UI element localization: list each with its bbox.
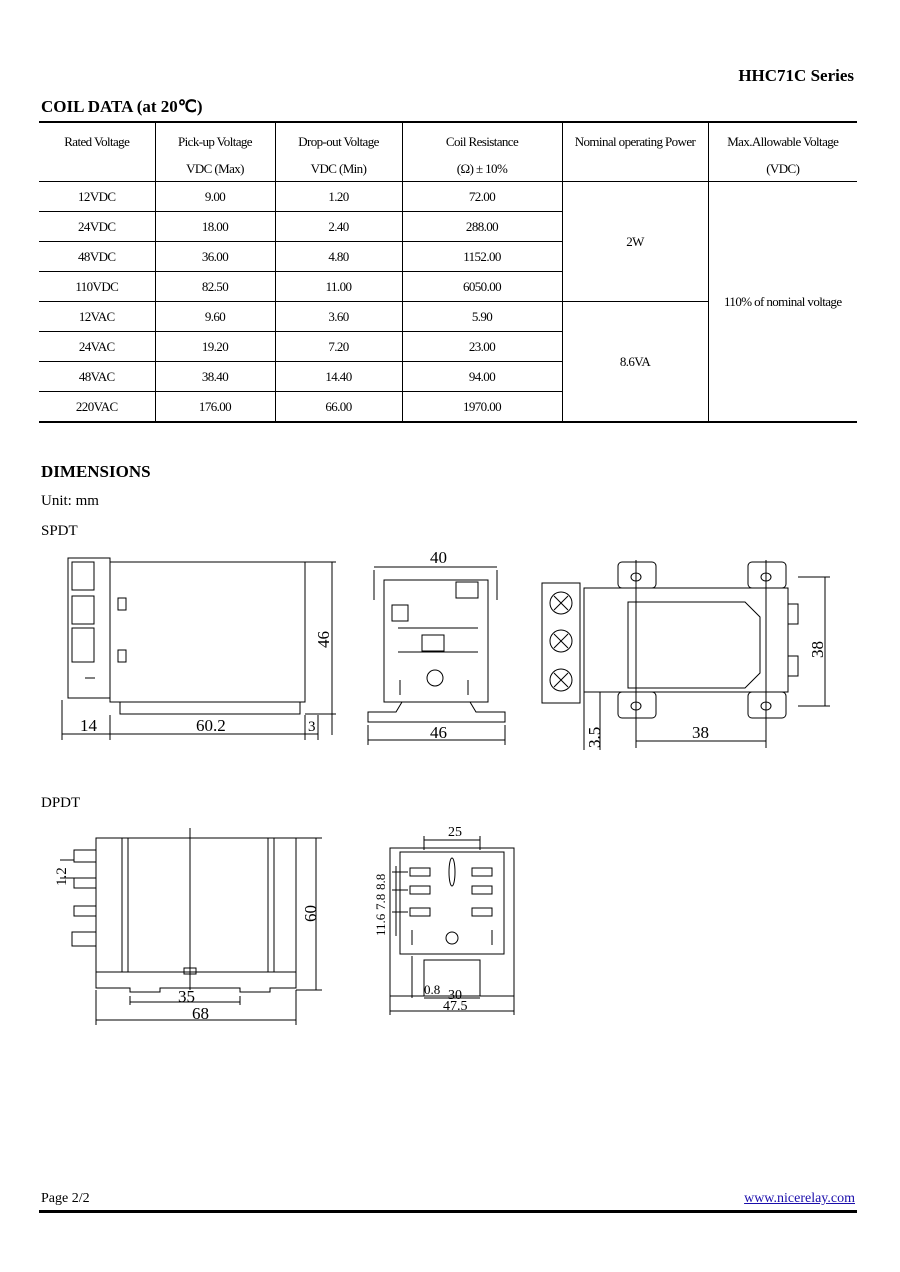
- dpdt-front-v2: 7.8: [373, 893, 388, 910]
- cell: 36.00: [155, 242, 275, 272]
- col-pickup-voltage-unit: VDC (Max): [155, 161, 275, 182]
- col-coil-resistance-unit: (Ω) ± 10%: [402, 161, 562, 182]
- spdt-front-view: [368, 567, 505, 745]
- spdt-side-left: 14: [80, 716, 97, 735]
- spdt-label: SPDT: [41, 523, 78, 539]
- website-link[interactable]: www.nicerelay.com: [744, 1191, 855, 1206]
- cell: 12VDC: [39, 182, 155, 212]
- col-coil-resistance: Coil Resistance: [402, 122, 562, 161]
- cell: 9.60: [155, 302, 275, 332]
- dpdt-side-gap: 1.2: [54, 867, 70, 886]
- cell: 19.20: [155, 332, 275, 362]
- cell: 14.40: [275, 362, 402, 392]
- cell: 12VAC: [39, 302, 155, 332]
- dpdt-front-b2: 30: [448, 988, 462, 1003]
- col-pickup-voltage: Pick-up Voltage: [155, 122, 275, 161]
- dpdt-front-b3: 47.5: [443, 999, 468, 1014]
- dpdt-side-inner: 35: [178, 987, 195, 1006]
- dimensions-title: DIMENSIONS: [41, 462, 151, 481]
- power-ac-cell: 8.6VA: [562, 302, 708, 423]
- page-number: Page 2/2: [41, 1191, 90, 1206]
- power-dc-cell: 2W: [562, 182, 708, 302]
- col-rated-voltage: Rated Voltage: [39, 122, 155, 161]
- cell: 3.60: [275, 302, 402, 332]
- spdt-front-bottom: 46: [430, 723, 447, 742]
- footer-divider: [39, 1210, 857, 1213]
- cell: 11.00: [275, 272, 402, 302]
- cell: 38.40: [155, 362, 275, 392]
- spdt-side-right: 3: [308, 719, 316, 735]
- spdt-side-height: 46: [314, 631, 333, 648]
- coil-data-title: COIL DATA (at 20℃): [41, 97, 203, 116]
- spdt-front-top: 40: [430, 548, 447, 567]
- cell: 18.00: [155, 212, 275, 242]
- col-max-voltage-unit: (VDC): [708, 161, 857, 182]
- spdt-bottom-offset: 3.5: [585, 726, 604, 748]
- cell: 6050.00: [402, 272, 562, 302]
- max-voltage-cell: 110% of nominal voltage: [708, 182, 857, 423]
- spdt-side-view: [62, 558, 336, 740]
- col-max-voltage: Max.Allowable Voltage: [708, 122, 857, 161]
- cell: 4.80: [275, 242, 402, 272]
- cell: 1970.00: [402, 392, 562, 423]
- col-nominal-power: Nominal operating Power: [562, 122, 708, 161]
- cell: 24VAC: [39, 332, 155, 362]
- cell: 9.00: [155, 182, 275, 212]
- dpdt-front-top: 25: [448, 825, 462, 840]
- dpdt-front-v3: 11.6: [373, 913, 388, 936]
- col-dropout-voltage-unit: VDC (Min): [275, 161, 402, 182]
- cell: 48VDC: [39, 242, 155, 272]
- dpdt-side-width: 68: [192, 1004, 209, 1023]
- dpdt-label: DPDT: [41, 795, 81, 811]
- dpdt-side-height: 60: [301, 905, 320, 922]
- cell: 48VAC: [39, 362, 155, 392]
- cell: 110VDC: [39, 272, 155, 302]
- spdt-bottom-width: 38: [692, 723, 709, 742]
- col-dropout-voltage: Drop-out Voltage: [275, 122, 402, 161]
- cell: 1.20: [275, 182, 402, 212]
- cell: 94.00: [402, 362, 562, 392]
- cell: 1152.00: [402, 242, 562, 272]
- dpdt-front-v1: 8.8: [373, 873, 388, 890]
- spdt-side-width: 60.2: [196, 716, 226, 735]
- cell: 23.00: [402, 332, 562, 362]
- spdt-bottom-height: 38: [808, 641, 827, 658]
- cell: 24VDC: [39, 212, 155, 242]
- series-title: HHC71C Series: [738, 66, 854, 85]
- cell: 72.00: [402, 182, 562, 212]
- unit-label: Unit: mm: [41, 493, 99, 509]
- cell: 288.00: [402, 212, 562, 242]
- cell: 5.90: [402, 302, 562, 332]
- spdt-bottom-view: [542, 560, 830, 750]
- cell: 82.50: [155, 272, 275, 302]
- cell: 7.20: [275, 332, 402, 362]
- cell: 66.00: [275, 392, 402, 423]
- cell: 220VAC: [39, 392, 155, 423]
- dpdt-front-b1: 0.8: [424, 982, 441, 997]
- cell: 176.00: [155, 392, 275, 423]
- cell: 2.40: [275, 212, 402, 242]
